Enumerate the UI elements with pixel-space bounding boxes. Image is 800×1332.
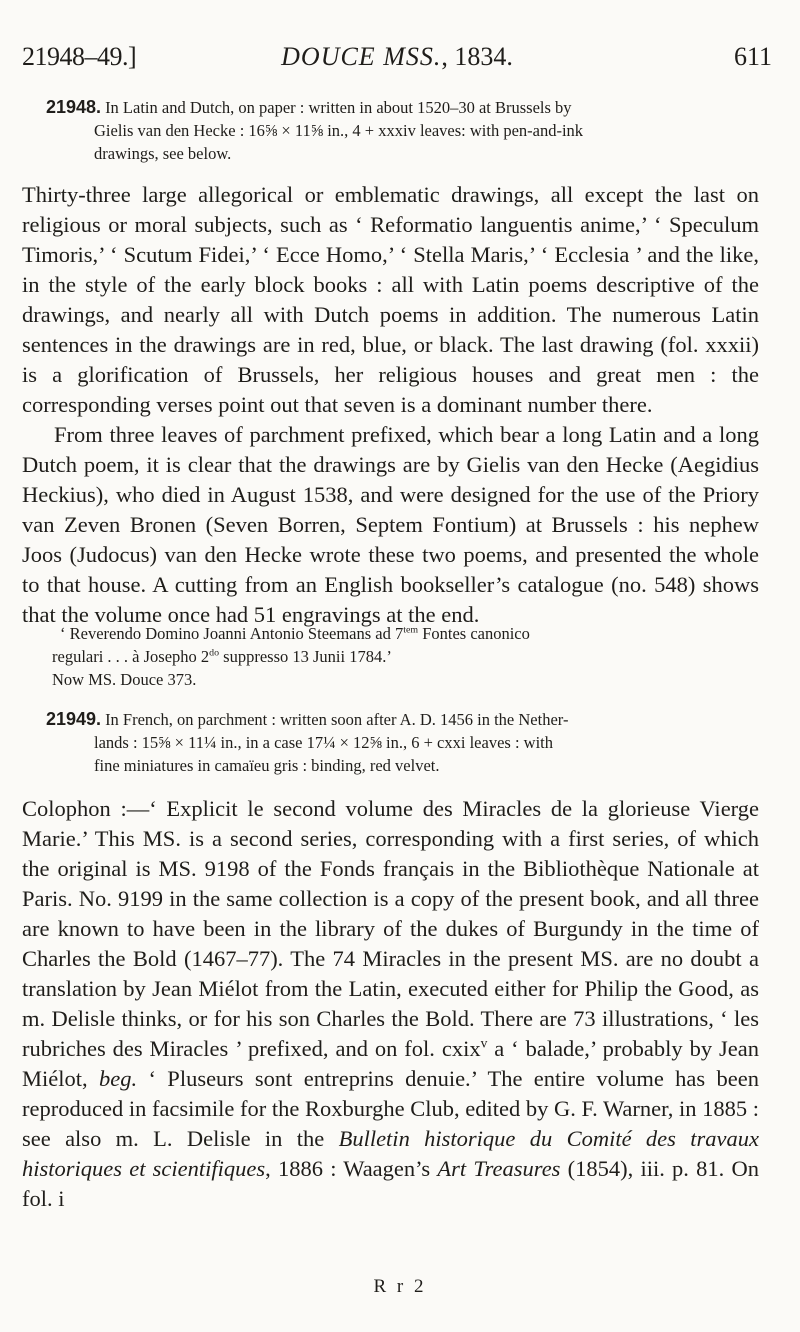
paragraph: Colophon :—‘ Explicit le second volume des Miracles de la glorieuse Vierge Marie.’ This MS. is a second series, corresponding with a first series, of which the original is MS. 9198 of the Fonds français in the Bibliothèque Nationale at Paris. No. 9199 in the same collection is a copy of the present book, and all three are known to have been in the library of the dukes of Burgundy in the time of Charles the Bold (1467–77). The 74 Miracles in the present MS. are no doubt a translation by Jean Miélot from the Latin, executed either for Philip the Good, as m. Delisle thinks, or for his son Charles the Bold. There are 73 illustrations, ‘ les rubriches des Miracles ’ prefixed, and on fol. cxix$^v$ a ‘ balade,’ probably by Jean Miélot, beg. ‘ Pluseurs sont entreprins denuie.’ The entire volume has been reproduced in facsimile for the Roxburghe Club, edited by G. F. Warner, in 1885 : see also m. L. Delisle in the Bulletin historique du Comité des travaux historiques et scientifiques, 1886 : Waagen’s Art Treasures (1854), iii. p. 81. On fol. i	[22, 796, 759, 1211]
entry-21949-body	[22, 794, 759, 1214]
shelfmark: Now MS. Douce 373.	[52, 670, 197, 689]
entry-21949-heading: 21949. In French, on parchment : written soon after A. D. 1456 in the Nether- lands : 15⅝ × 11¼ in., in a case 17¼ × 12⅝ in., 6 + cxxi leaves : with fine miniatures in camaïeu gris : binding, red velvet.	[46, 709, 569, 775]
entry-21948-body	[22, 180, 759, 630]
header-range: 21948–49.]	[22, 42, 137, 71]
provenance-quote: ‘ Reverendo Domino Joanni Antonio Steemans ad $7^{tem}$ Fontes canonico regulari . . . à Josepho $2^{do}$ suppresso 13 Junii 1784.’ Now MS. Douce 373.	[52, 622, 757, 691]
header-title: DOUCE MSS., 1834.	[281, 42, 513, 71]
paragraph: Thirty-three large allegorical or emblematic drawings, all except the last on religious or moral subjects, such as ‘ Reformatio languentis anime,’ ‘ Speculum Timoris,’ ‘ Scutum Fidei,’ ‘ Ecce Homo,’ ‘ Stella Maris,’ ‘ Ecclesia ’ and the like, in the style of the early block books : all with Latin poems descriptive of the drawings, and nearly all with Dutch poems in addition. The numerous Latin sentences in the drawings are in red, blue, or black. The last drawing (fol. xxxii) is a glorification of Brussels, her religious houses and great men : the corresponding verses point out that seven is a dominant number there.	[22, 182, 759, 417]
page-number: 611	[733, 42, 772, 71]
entry-number: 21948.	[46, 97, 102, 117]
entry-21948-heading: 21948. In Latin and Dutch, on paper : written in about 1520–30 at Brussels by Gielis van den Hecke : 16⅝ × 11⅝ in., 4 + xxxiv leaves: with pen-and-ink drawings, see below.	[46, 97, 584, 163]
running-header	[22, 40, 772, 74]
signature-mark: R r 2	[373, 1276, 427, 1297]
paragraph: From three leaves of parchment prefixed, which bear a long Latin and a long Dutch poem, it is clear that the drawings are by Gielis van den Hecke (Aegidius Heckius), who died in August 1538, and were designed for the use of the Priory van Zeven Bronen (Seven Borren, Septem Fontium) at Brussels : his nephew Joos (Judocus) van den Hecke wrote these two poems, and presented the whole to that house. A cutting from an English bookseller’s catalogue (no. 548) shows that the volume once had 51 engravings at the end.	[22, 422, 759, 627]
entry-number: 21949.	[46, 709, 102, 729]
